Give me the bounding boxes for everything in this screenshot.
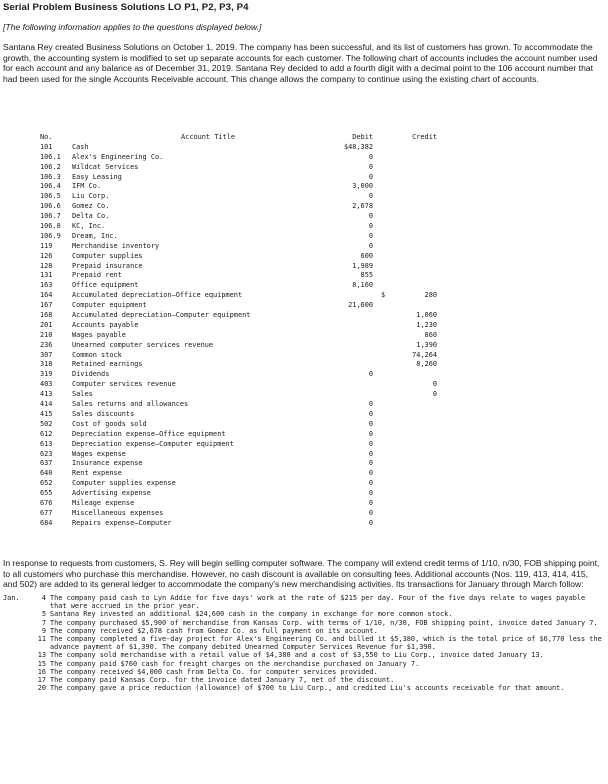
account-title: Computer equipment: [72, 301, 147, 310]
intro-paragraph: Santana Rey created Business Solutions on October 1, 2019. The company has been successful, and its list of customers has grown. To accommodate the growth, the accounting system is modified to set up separate accounts for each customer. The following chart of accounts includes the account number used for each account and any balance as of December 31, 2019. Santana Rey decided to add a fourth digit with a decimal point to the 106 account number that had been used for the single Accounts Receivable account. This change allows the company to continue using the existing chart of accounts.: [3, 42, 598, 84]
credit-cell: [373, 232, 437, 242]
debit-value: 0: [368, 508, 373, 517]
transaction-text: The company received $4,000 cash from Delta Co. for computer services provided.: [50, 667, 378, 676]
transaction-month: [3, 635, 33, 651]
account-number: 106.5: [40, 192, 61, 201]
table-row: [40, 252, 570, 262]
transaction-day: 9: [41, 626, 46, 635]
account-title: Wages payable: [72, 330, 126, 339]
debit-value: 600: [360, 251, 373, 260]
account-title: Common stock: [72, 350, 122, 359]
account-title: Prepaid rent: [72, 271, 122, 280]
account-number: 106.9: [40, 231, 61, 240]
account-number: 201: [40, 320, 53, 329]
table-row: [40, 390, 570, 400]
debit-value: 21,600: [348, 301, 373, 310]
account-title: Delta Co.: [72, 212, 110, 221]
account-title: Depreciation expense—Computer equipment: [72, 439, 234, 448]
table-row: [40, 450, 570, 460]
debit-value: [306, 311, 373, 321]
credit-cell: [373, 390, 437, 400]
account-title: Dream, Inc.: [72, 231, 118, 240]
account-title: Computer supplies: [72, 251, 143, 260]
account-title: Mileage expense: [72, 498, 135, 507]
table-row: [40, 331, 570, 341]
account-number: 652: [40, 479, 53, 488]
account-number: 236: [40, 340, 53, 349]
table-row: [40, 212, 570, 222]
table-row: [40, 380, 570, 390]
credit-value: 1,230: [416, 320, 437, 329]
transaction-month: [3, 684, 33, 692]
transaction-day: 4: [41, 594, 46, 602]
account-number: 415: [40, 409, 53, 418]
account-number: 128: [40, 261, 53, 270]
account-title: Wildcat Services: [72, 162, 139, 171]
account-number: 413: [40, 390, 53, 399]
table-row: [40, 370, 570, 380]
credit-cell: [373, 252, 437, 262]
table-row: [40, 420, 570, 430]
second-paragraph: In response to requests from customers, S. Rey will begin selling computer software. The company will extend credit terms of 1/10, n/30, FOB shipping point, to all customers who purchase this merchandise. However, no cash discount is available on consulting fees. Additional accounts (Nos. 119, 413, 414, 415, and 502) are added to its general ledger to accommodate the company's new merchandising activities. Its transactions for January through March follow:: [3, 558, 600, 589]
credit-cell: [373, 212, 437, 222]
transaction-text: The company completed a five-day project for Alex's Engineering Co. and billed it $5,380, which is the total price of $6,770 less the advance payment of $1,390. The company debited Unearned Computer Services Revenue for $1,390.: [50, 635, 602, 652]
table-row: [40, 499, 570, 509]
transaction-day: 16: [37, 667, 46, 676]
transaction-month: [3, 668, 33, 676]
table-row: [40, 163, 570, 173]
table-row: [40, 182, 570, 192]
account-number: 655: [40, 489, 53, 498]
account-number: 106.3: [40, 172, 61, 181]
table-row: [40, 321, 570, 331]
table-row: [40, 341, 570, 351]
credit-value: 280: [424, 291, 437, 300]
debit-value: 0: [368, 152, 373, 161]
debit-value: [306, 341, 373, 351]
debit-value: [306, 360, 373, 370]
table-row: [40, 351, 570, 361]
table-row: [40, 489, 570, 499]
transaction-text: The company paid cash to Lyn Addie for five days' work at the rate of $215 per day. Four of the five days relate to wages payable that were accrued in the prior year.: [50, 594, 586, 611]
transaction-month: [3, 660, 33, 668]
credit-cell: [373, 430, 437, 440]
credit-cell: [373, 509, 437, 519]
account-title: Dividends: [72, 370, 110, 379]
transaction-item: [3, 635, 603, 651]
table-row: [40, 153, 570, 163]
account-number: 106.4: [40, 182, 61, 191]
account-title: Accounts payable: [72, 320, 139, 329]
credit-cell: [373, 173, 437, 183]
credit-cell: [373, 420, 437, 430]
transaction-item: [3, 594, 603, 610]
transaction-text: The company gave a price reduction (allowance) of $700 to Liu Corp., and credited Liu's accounts receivable for that amount.: [50, 684, 565, 693]
debit-value: 0: [368, 469, 373, 478]
transaction-day: 17: [37, 676, 46, 685]
table-row: [40, 360, 570, 370]
credit-cell: [373, 410, 437, 420]
debit-value: 0: [368, 429, 373, 438]
account-title: Computer services revenue: [72, 380, 176, 389]
account-number: 307: [40, 350, 53, 359]
account-number: 502: [40, 419, 53, 428]
account-number: 106.7: [40, 212, 61, 221]
table-row: [40, 311, 570, 321]
account-title: Sales returns and allowances: [72, 400, 189, 409]
account-title: Merchandise inventory: [72, 241, 160, 250]
transaction-month: [3, 610, 33, 618]
table-row: [40, 301, 570, 311]
account-title: Insurance expense: [72, 459, 143, 468]
account-title: Rent expense: [72, 469, 122, 478]
account-number: 106.6: [40, 202, 61, 211]
credit-cell: [373, 311, 437, 321]
account-number: 106.1: [40, 152, 61, 161]
column-header-no: No.: [40, 133, 53, 141]
account-number: 318: [40, 360, 53, 369]
transaction-text: The company sold merchandise with a retail value of $4,300 and a cost of $3,550 to Liu Corp., invoice dated January 13.: [50, 651, 544, 660]
credit-value: 1,390: [416, 340, 437, 349]
credit-cell: [373, 459, 437, 469]
table-row: [40, 479, 570, 489]
transaction-item: [3, 610, 603, 618]
table-row: [40, 410, 570, 420]
account-number: 640: [40, 469, 53, 478]
account-title: Easy Leasing: [72, 172, 122, 181]
debit-value: 0: [368, 419, 373, 428]
transaction-text: Santana Rey invested an additional $24,600 cash in the company in exchange for more common stock.: [50, 610, 453, 619]
credit-cell: [373, 341, 437, 351]
table-row: [40, 192, 570, 202]
account-number: 167: [40, 301, 53, 310]
credit-cell: [373, 400, 437, 410]
debit-value: $48,382: [343, 142, 373, 151]
transaction-item: [3, 660, 603, 668]
debit-value: 0: [368, 518, 373, 527]
table-row: [40, 459, 570, 469]
debit-value: 1,989: [352, 261, 373, 270]
account-title: Depreciation expense—Office equipment: [72, 429, 226, 438]
credit-cell: [373, 440, 437, 450]
credit-value: 0: [432, 390, 437, 399]
transaction-item: [3, 651, 603, 659]
account-number: 637: [40, 459, 53, 468]
debit-value: 8,160: [352, 281, 373, 290]
credit-cell: [373, 192, 437, 202]
debit-value: 0: [368, 370, 373, 379]
debit-value: 0: [368, 241, 373, 250]
account-title: Cash: [72, 142, 89, 151]
account-title: Repairs expense—Computer: [72, 518, 172, 527]
table-header-row: [40, 133, 570, 143]
debit-value: [306, 351, 373, 361]
debit-value: 0: [368, 162, 373, 171]
debit-value: [306, 390, 373, 400]
table-row: [40, 281, 570, 291]
debit-value: 0: [368, 222, 373, 231]
account-number: 677: [40, 508, 53, 517]
credit-cell: [373, 281, 437, 291]
account-number: 623: [40, 449, 53, 458]
table-row: [40, 232, 570, 242]
account-number: 403: [40, 380, 53, 389]
table-row: [40, 222, 570, 232]
debit-value: 0: [368, 498, 373, 507]
transaction-month: Jan.: [3, 594, 20, 602]
transaction-text: The company received $2,678 cash from Gomez Co. as full payment on its account.: [50, 626, 378, 635]
transaction-month: [3, 619, 33, 627]
debit-value: [306, 380, 373, 390]
account-number: 676: [40, 498, 53, 507]
credit-cell: [373, 301, 437, 311]
debit-value: 0: [368, 192, 373, 201]
account-number: 101: [40, 142, 53, 151]
credit-value: 860: [424, 330, 437, 339]
column-header-credit: Credit: [412, 133, 437, 141]
transaction-day: 5: [41, 610, 46, 619]
table-row: [40, 400, 570, 410]
credit-cell: [373, 163, 437, 173]
table-row: [40, 291, 570, 301]
transaction-item: [3, 676, 603, 684]
account-title: Unearned computer services revenue: [72, 340, 214, 349]
credit-cell: [373, 331, 437, 341]
credit-value: 1,060: [416, 311, 437, 320]
credit-cell: [373, 271, 437, 281]
debit-value: 0: [368, 231, 373, 240]
table-row: [40, 430, 570, 440]
table-row: [40, 271, 570, 281]
credit-cell: [373, 202, 437, 212]
account-title: KC, Inc.: [72, 222, 106, 231]
transaction-item: [3, 668, 603, 676]
transaction-text: The company paid $760 cash for freight charges on the merchandise purchased on January 7.: [50, 659, 420, 668]
credit-cell: [373, 222, 437, 232]
credit-cell: [373, 469, 437, 479]
transaction-month: [3, 676, 33, 684]
account-title: Wages expense: [72, 449, 126, 458]
column-header-account-title: Account Title: [181, 133, 235, 141]
debit-value: 3,000: [352, 182, 373, 191]
account-number: 106.2: [40, 162, 61, 171]
debit-value: 0: [368, 449, 373, 458]
table-row: [40, 173, 570, 183]
table-row: [40, 469, 570, 479]
debit-value: 0: [368, 459, 373, 468]
account-title: Cost of goods sold: [72, 419, 147, 428]
account-title: IFM Co.: [72, 182, 102, 191]
table-row: [40, 519, 570, 529]
account-title: Sales discounts: [72, 409, 135, 418]
account-number: 613: [40, 439, 53, 448]
account-title: Miscellaneous expenses: [72, 508, 164, 517]
credit-cell: [373, 242, 437, 252]
transaction-month: [3, 651, 33, 659]
account-number: 164: [40, 291, 53, 300]
column-header-debit: Debit: [352, 133, 373, 141]
account-title: Gomez Co.: [72, 202, 110, 211]
credit-value: 8,260: [416, 360, 437, 369]
account-title: Advertising expense: [72, 489, 151, 498]
debit-value: 2,678: [352, 202, 373, 211]
instructions-note: [The following information applies to the questions displayed below.]: [3, 22, 262, 32]
debit-value: 855: [360, 271, 373, 280]
debit-value: [306, 331, 373, 341]
credit-cell: [373, 370, 437, 380]
debit-value: 0: [368, 212, 373, 221]
account-title: Accumulated depreciation—Office equipment: [72, 291, 243, 300]
credit-cell: [373, 182, 437, 192]
account-title: Accumulated depreciation—Computer equipment: [72, 311, 251, 320]
account-title: Computer supplies expense: [72, 479, 176, 488]
transaction-month: [3, 627, 33, 635]
account-number: 319: [40, 370, 53, 379]
transaction-day: 15: [37, 659, 46, 668]
table-row: [40, 262, 570, 272]
account-number: 119: [40, 241, 53, 250]
account-number: 168: [40, 311, 53, 320]
credit-value: 74,264: [412, 350, 437, 359]
credit-cell: [373, 143, 437, 153]
account-title: Office equipment: [72, 281, 139, 290]
credit-cell: [373, 153, 437, 163]
account-title: Alex's Engineering Co.: [72, 152, 164, 161]
credit-value: 0: [432, 380, 437, 389]
account-number: 106.8: [40, 222, 61, 231]
table-row: [40, 440, 570, 450]
account-number: 131: [40, 271, 53, 280]
credit-cell: [373, 380, 437, 390]
chart-of-accounts-table: [40, 133, 570, 529]
transaction-text: The company paid Kansas Corp. for the invoice dated January 7, net of the discount.: [50, 676, 395, 685]
account-title: Prepaid insurance: [72, 261, 143, 270]
transaction-day: 11: [37, 635, 46, 644]
debit-value: 0: [368, 489, 373, 498]
account-title: Liu Corp.: [72, 192, 110, 201]
credit-cell: [373, 499, 437, 509]
transactions-list: [3, 594, 603, 692]
dollar-sign: $: [381, 291, 386, 300]
account-number: 612: [40, 429, 53, 438]
debit-value: 0: [368, 172, 373, 181]
account-number: 414: [40, 400, 53, 409]
debit-value: [306, 321, 373, 331]
credit-cell: [373, 262, 437, 272]
credit-cell: [373, 489, 437, 499]
table-row: [40, 509, 570, 519]
transaction-item: [3, 627, 603, 635]
debit-value: 0: [368, 439, 373, 448]
debit-value: 0: [368, 409, 373, 418]
credit-cell: [373, 321, 437, 331]
transaction-item: [3, 684, 603, 692]
table-row: [40, 202, 570, 212]
debit-value: 0: [368, 400, 373, 409]
page-title: Serial Problem Business Solutions LO P1, P2, P3, P4: [3, 2, 249, 13]
account-number: 210: [40, 330, 53, 339]
account-number: 126: [40, 251, 53, 260]
table-row: [40, 143, 570, 153]
account-number: 163: [40, 281, 53, 290]
transaction-day: 13: [37, 651, 46, 660]
transaction-text: The company purchased $5,900 of merchandise from Kansas Corp. with terms of 1/10, n/30, FOB shipping point, invoice dated January 7.: [50, 618, 598, 627]
table-row: [40, 242, 570, 252]
credit-cell: [373, 519, 437, 529]
account-title: Retained earnings: [72, 360, 143, 369]
transaction-day: 20: [37, 684, 46, 693]
credit-cell: [373, 479, 437, 489]
table-body: [40, 143, 570, 529]
account-number: 684: [40, 518, 53, 527]
credit-cell: [373, 450, 437, 460]
transaction-day: 7: [41, 618, 46, 627]
credit-cell: [373, 291, 437, 301]
transaction-item: [3, 619, 603, 627]
debit-value: 0: [368, 479, 373, 488]
credit-cell: [373, 360, 437, 370]
account-title: Sales: [72, 390, 93, 399]
credit-cell: [373, 351, 437, 361]
debit-value: [306, 291, 373, 301]
